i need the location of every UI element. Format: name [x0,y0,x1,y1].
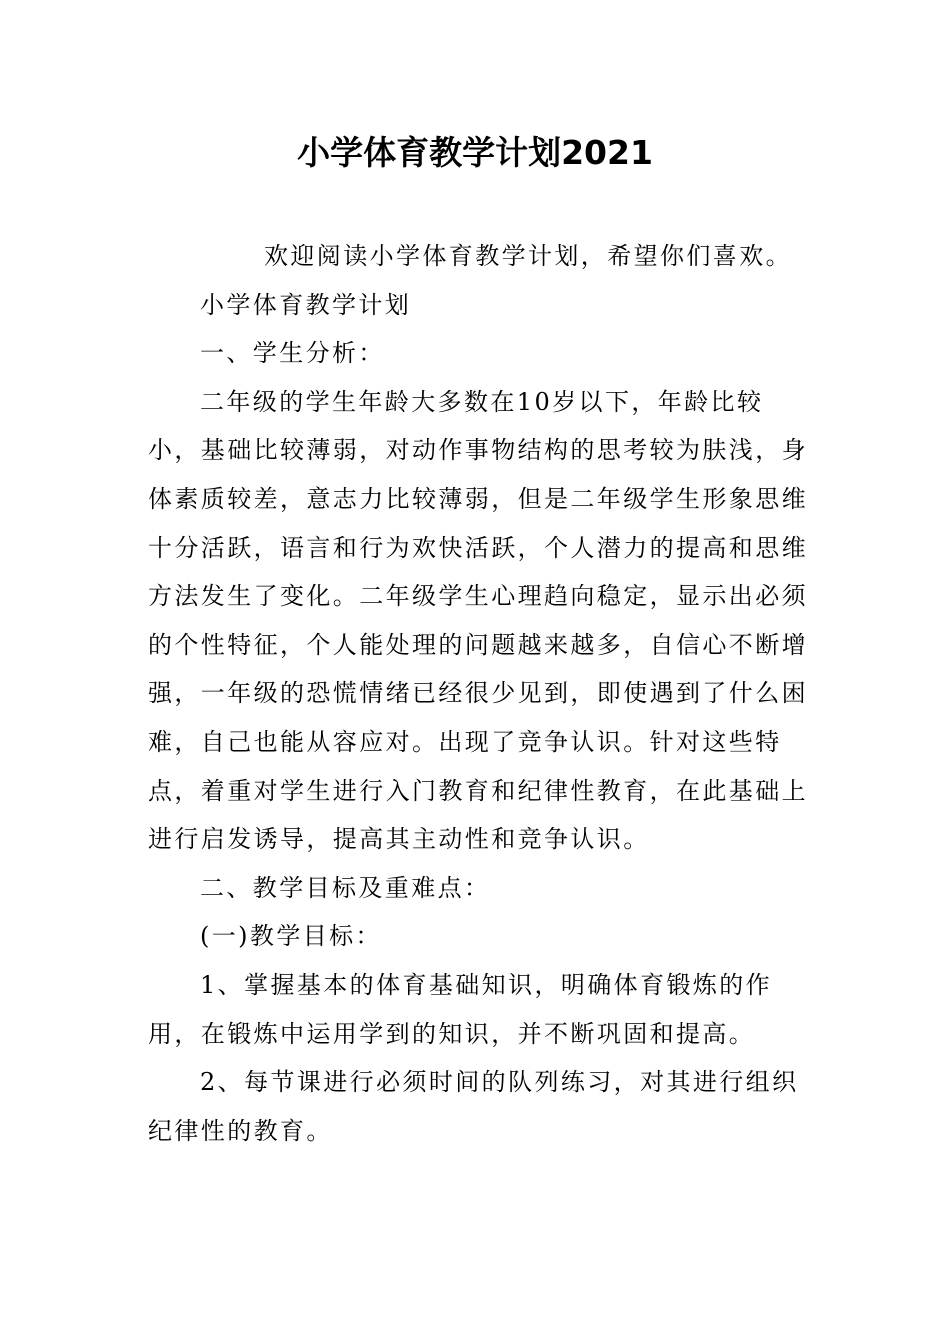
subsection-heading-teaching-goals: (一)教学目标： [200,922,382,951]
goal-item-2: 2、每节课进行必须时间的队列练习，对其进行组织纪律性的教育。 [148,1068,799,1145]
document-body [148,232,808,1155]
section-heading-teaching-goals: 二、教学目标及重难点： [200,873,491,902]
student-analysis-paragraph: 二年级的学生年龄大多数在10岁以下，年龄比较小，基础比较薄弱，对动作事物结构的思考较为肤浅，身体素质较差，意志力比较薄弱，但是二年级学生形象思维十分活跃，语言和行为欢快活跃，个人潜力的提高和思维方法发生了变化。二年级学生心理趋向稳定，显示出必须的个性特征，个人能处理的问题越来越多，自信心不断增强，一年级的恐慌情绪已经很少见到，即使遇到了什么困难，自己也能从容应对。出现了竞争认识。针对这些特点，着重对学生进行入门教育和纪律性教育，在此基础上进行启发诱导，提高其主动性和竞争认识。 [148,387,808,854]
subtitle-paragraph: 小学体育教学计划 [200,290,412,319]
section-heading-student-analysis: 一、学生分析： [200,339,385,368]
document-title: 小学体育教学计划2021 [297,133,653,172]
intro-paragraph: 欢迎阅读小学体育教学计划，希望你们喜欢。 [264,242,792,270]
goal-item-1: 1、掌握基本的体育基础知识，明确体育锻炼的作用，在锻炼中运用学到的知识，并不断巩固和提高。 [148,970,773,1048]
